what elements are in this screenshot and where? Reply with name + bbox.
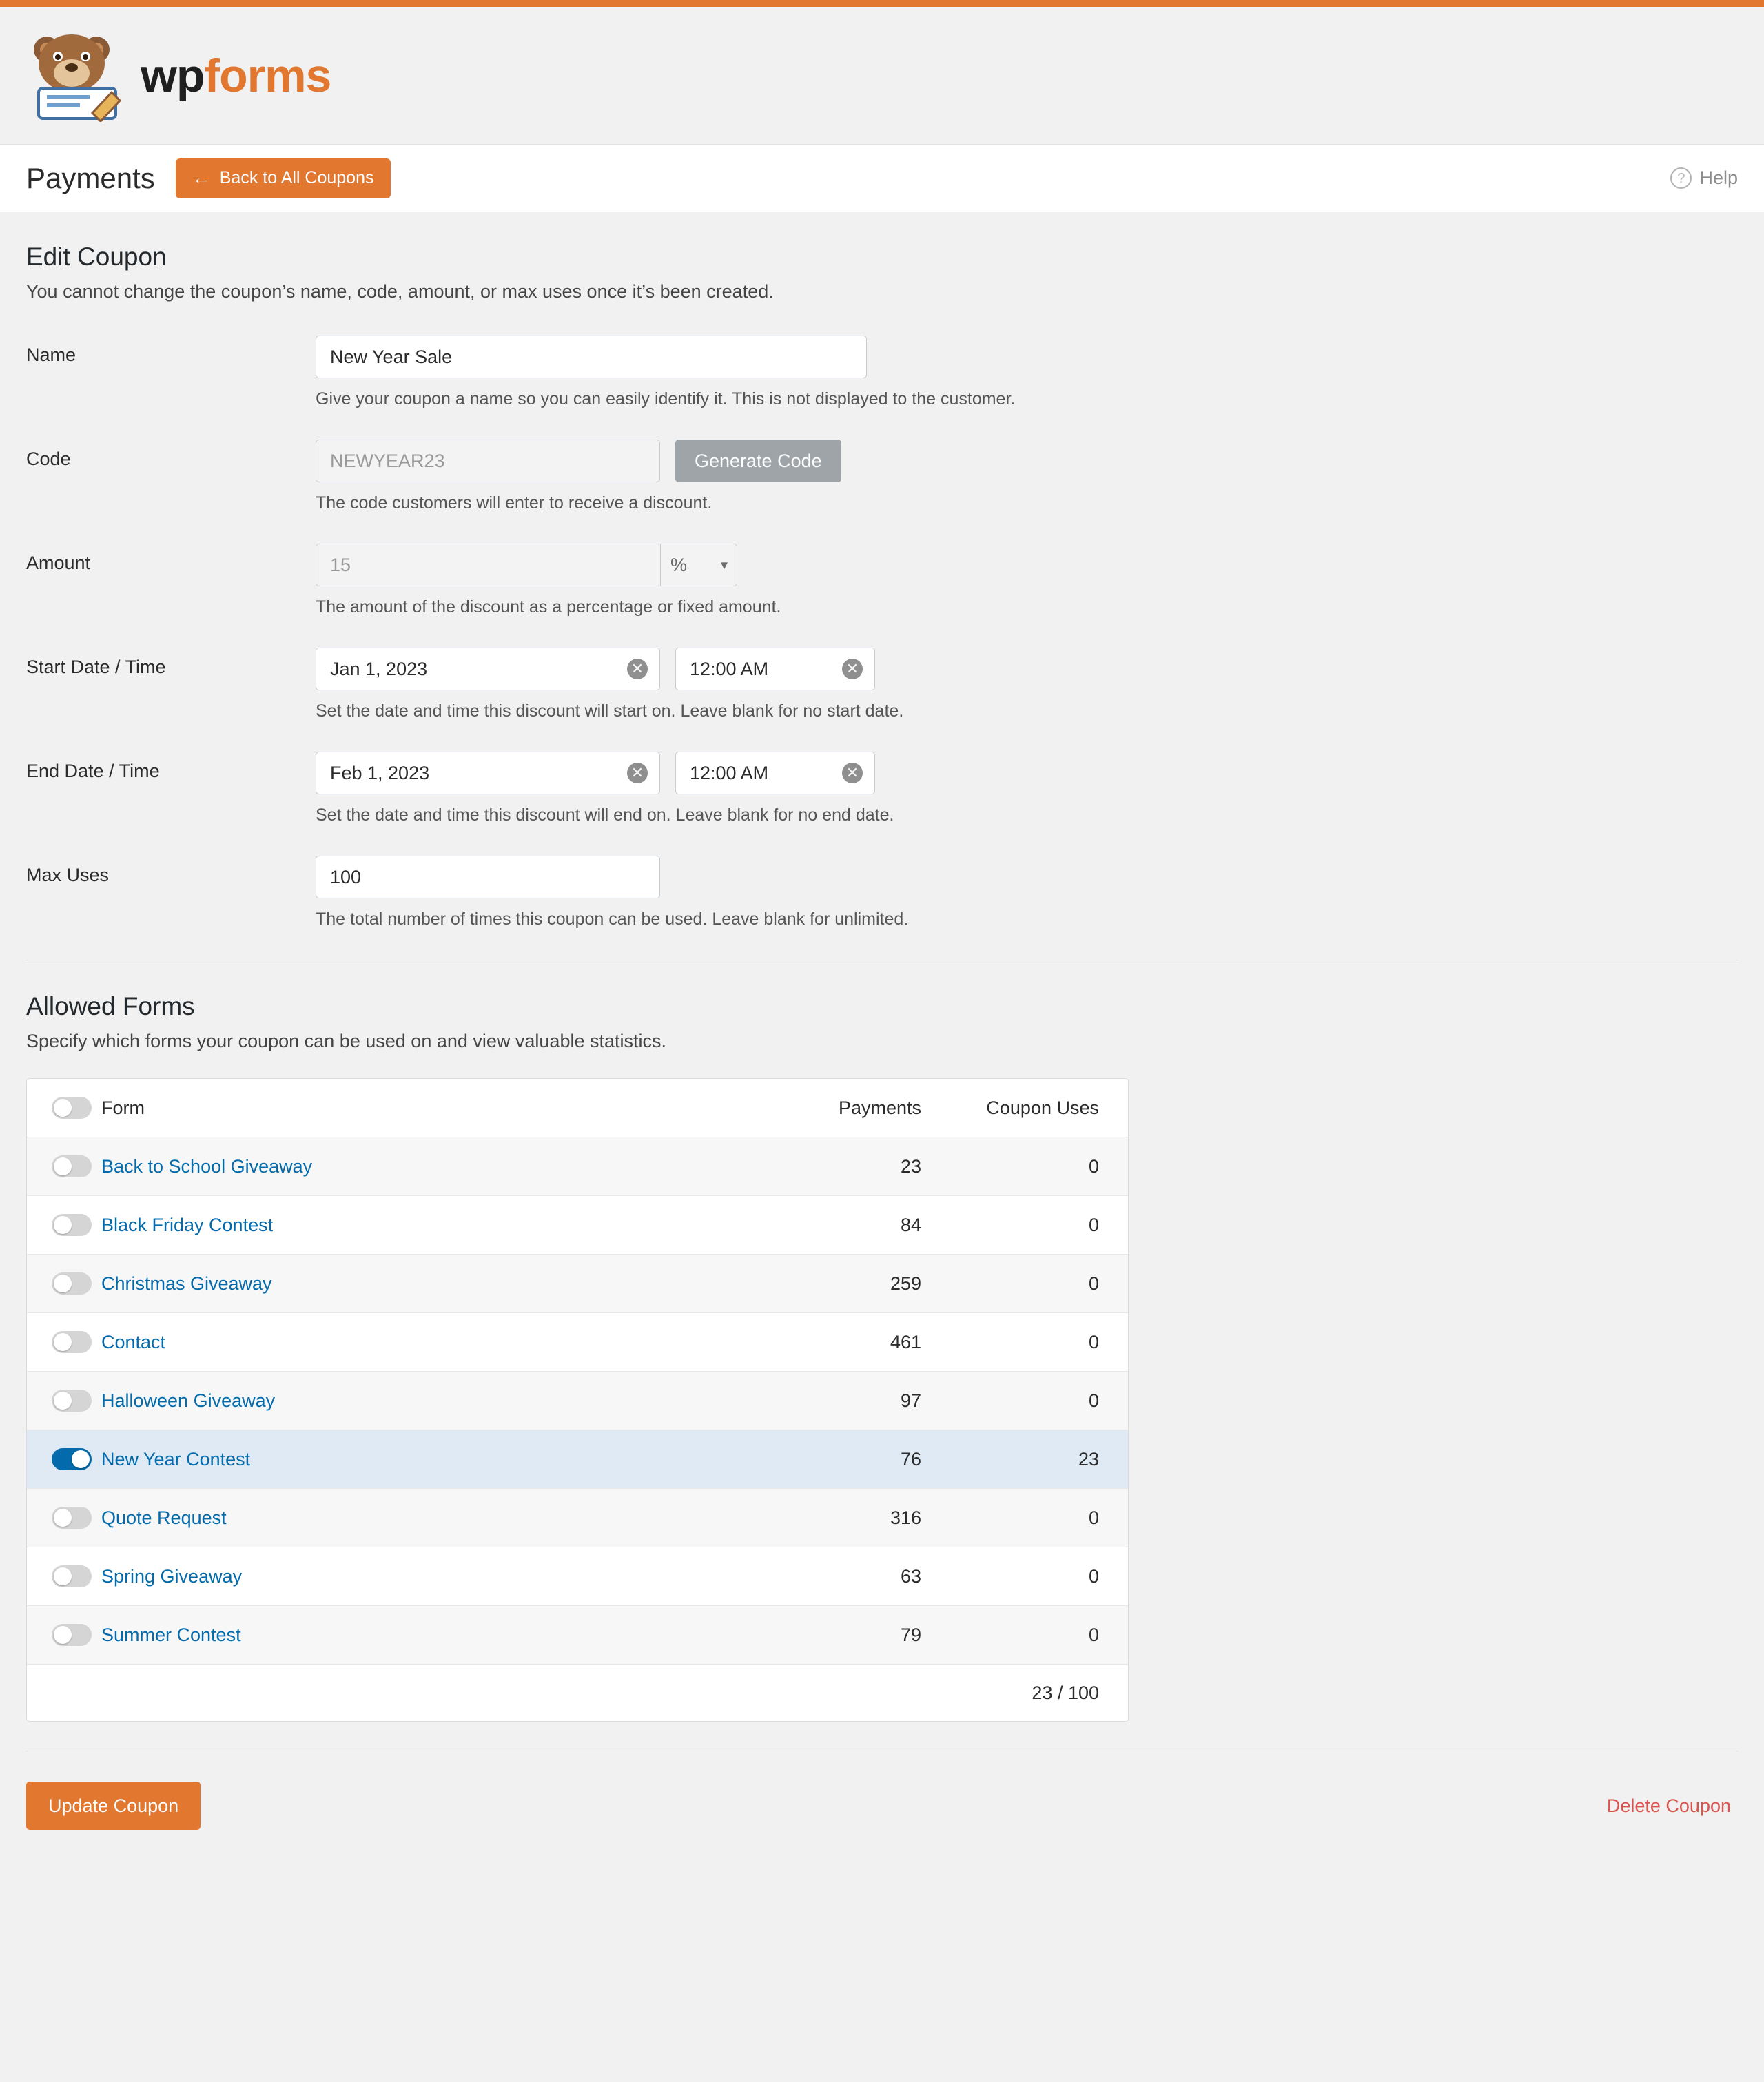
form-name-link[interactable]: Back to School Giveaway xyxy=(101,1155,313,1177)
row-toggle-cell xyxy=(27,1448,101,1470)
row-toggle[interactable] xyxy=(52,1507,92,1529)
toggle-knob xyxy=(54,1333,72,1351)
row-toggle-cell xyxy=(27,1390,101,1412)
row-toggle[interactable] xyxy=(52,1272,92,1295)
row-toggle[interactable] xyxy=(52,1390,92,1412)
table-row xyxy=(27,1196,1128,1255)
generate-code-button[interactable]: Generate Code xyxy=(675,440,841,482)
end-time-wrap xyxy=(675,752,875,794)
row-toggle-cell xyxy=(27,1331,101,1353)
field-inputs-start xyxy=(316,648,1738,690)
toggle-knob xyxy=(54,1157,72,1175)
back-button-label: Back to All Coupons xyxy=(219,168,374,187)
start-date-wrap xyxy=(316,648,660,690)
form-coupon-uses-value: 0 xyxy=(1088,1390,1099,1411)
question-circle-icon: ? xyxy=(1670,167,1692,189)
allowed-forms-description: Specify which forms your coupon can be used on and view valuable statistics. xyxy=(26,1031,666,1051)
form-coupon-uses-value: 0 xyxy=(1088,1214,1099,1235)
arrow-left-icon: ← xyxy=(192,167,211,188)
field-row-start xyxy=(26,648,1738,721)
table-row xyxy=(27,1489,1128,1547)
update-coupon-button[interactable]: Update Coupon xyxy=(26,1782,201,1830)
row-toggle-cell xyxy=(27,1155,101,1177)
form-payments-value: 76 xyxy=(900,1448,921,1470)
field-body-amount xyxy=(316,544,1738,617)
form-coupon-uses-value: 0 xyxy=(1088,1624,1099,1645)
back-to-all-coupons-button[interactable] xyxy=(176,158,391,198)
wordmark-wp: wp xyxy=(141,49,205,102)
column-header-payments: Payments xyxy=(838,1097,921,1118)
row-toggle[interactable] xyxy=(52,1565,92,1587)
help-code: The code customers will enter to receive a discount. xyxy=(316,493,712,513)
form-coupon-uses-value: 0 xyxy=(1088,1565,1099,1587)
toggle-knob xyxy=(54,1216,72,1234)
row-toggle[interactable] xyxy=(52,1624,92,1646)
table-row-selected xyxy=(27,1430,1128,1489)
coupon-name-input[interactable] xyxy=(316,336,867,378)
edit-coupon-title: Edit Coupon xyxy=(26,243,167,271)
form-name-link[interactable]: Contact xyxy=(101,1331,166,1352)
row-toggle[interactable] xyxy=(52,1331,92,1353)
column-header-form: Form xyxy=(101,1097,145,1118)
allowed-forms-title: Allowed Forms xyxy=(26,992,195,1020)
delete-coupon-link[interactable]: Delete Coupon xyxy=(1606,1795,1731,1816)
table-row xyxy=(27,1547,1128,1606)
toggle-knob xyxy=(54,1626,72,1644)
field-row-max-uses xyxy=(26,856,1738,929)
max-uses-input[interactable] xyxy=(316,856,660,898)
column-header-coupon-uses: Coupon Uses xyxy=(986,1097,1099,1118)
main-content xyxy=(0,212,1764,1871)
form-name-link[interactable]: New Year Contest xyxy=(101,1448,251,1470)
form-payments-value: 79 xyxy=(900,1624,921,1645)
form-payments-value: 259 xyxy=(890,1272,921,1294)
table-header-row xyxy=(27,1079,1128,1137)
end-date-input[interactable] xyxy=(316,752,660,794)
toggle-knob xyxy=(54,1275,72,1292)
form-payments-value: 84 xyxy=(900,1214,921,1235)
form-name-link[interactable]: Halloween Giveaway xyxy=(101,1390,276,1411)
toggle-all-forms[interactable] xyxy=(52,1097,92,1119)
page-header-bar xyxy=(0,145,1764,212)
field-inputs-end xyxy=(316,752,1738,794)
field-inputs-max-uses xyxy=(316,856,1738,898)
field-body-name xyxy=(316,336,1738,409)
field-inputs-name xyxy=(316,336,1738,378)
end-date-wrap xyxy=(316,752,660,794)
wpforms-bear-icon xyxy=(26,29,128,122)
label-amount: Amount xyxy=(26,553,91,573)
field-row-amount xyxy=(26,544,1738,617)
form-name-link[interactable]: Summer Contest xyxy=(101,1624,241,1645)
table-row xyxy=(27,1606,1128,1664)
help-max-uses: The total number of times this coupon can be used. Leave blank for unlimited. xyxy=(316,909,909,929)
chevron-down-icon: ▾ xyxy=(720,557,728,573)
form-payments-value: 461 xyxy=(890,1331,921,1352)
amount-unit-select[interactable] xyxy=(660,544,737,586)
coupon-amount-input[interactable] xyxy=(316,544,660,586)
toggle-knob xyxy=(54,1099,72,1117)
field-body-start xyxy=(316,648,1738,721)
field-inputs-code xyxy=(316,440,1738,482)
form-payments-value: 63 xyxy=(900,1565,921,1587)
row-toggle-cell xyxy=(27,1624,101,1646)
form-name-link[interactable]: Black Friday Contest xyxy=(101,1214,274,1235)
label-start: Start Date / Time xyxy=(26,657,166,677)
form-name-link[interactable]: Spring Giveaway xyxy=(101,1565,243,1587)
label-max-uses: Max Uses xyxy=(26,865,110,885)
field-inputs-amount xyxy=(316,544,1738,586)
row-toggle[interactable] xyxy=(52,1214,92,1236)
form-payments-value: 23 xyxy=(900,1155,921,1177)
label-end: End Date / Time xyxy=(26,761,160,781)
form-coupon-uses-value: 23 xyxy=(1078,1448,1099,1470)
clear-end-time-icon[interactable]: ✕ xyxy=(842,763,863,783)
label-code: Code xyxy=(26,449,71,469)
field-body-code xyxy=(316,440,1738,513)
wpforms-logo xyxy=(26,29,331,122)
row-toggle-cell xyxy=(27,1214,101,1236)
header-toggle-cell xyxy=(27,1097,101,1119)
clear-start-time-icon[interactable]: ✕ xyxy=(842,659,863,679)
table-row xyxy=(27,1137,1128,1196)
table-row xyxy=(27,1255,1128,1313)
form-coupon-uses-value: 0 xyxy=(1088,1155,1099,1177)
field-body-max-uses xyxy=(316,856,1738,929)
label-name: Name xyxy=(26,344,76,365)
form-payments-value: 97 xyxy=(900,1390,921,1411)
row-toggle-cell xyxy=(27,1507,101,1529)
clear-start-date-icon[interactable]: ✕ xyxy=(627,659,648,679)
top-accent-bar xyxy=(0,0,1764,7)
footer-action-bar xyxy=(26,1751,1738,1871)
table-row xyxy=(27,1313,1128,1372)
allowed-forms-table xyxy=(26,1078,1129,1722)
help-name: Give your coupon a name so you can easily identify it. This is not displayed to the customer. xyxy=(316,389,1016,409)
row-toggle-cell xyxy=(27,1565,101,1587)
start-time-wrap xyxy=(675,648,875,690)
wordmark-forms: forms xyxy=(204,49,331,102)
row-toggle[interactable] xyxy=(52,1155,92,1177)
help-amount: The amount of the discount as a percentage or fixed amount. xyxy=(316,597,781,617)
coupon-code-input[interactable] xyxy=(316,440,660,482)
toggle-knob xyxy=(54,1392,72,1410)
amount-unit-select-wrap xyxy=(660,544,737,586)
help-link[interactable] xyxy=(1670,167,1738,189)
wpforms-wordmark xyxy=(141,49,331,103)
form-name-link[interactable]: Christmas Giveaway xyxy=(101,1272,272,1294)
field-row-code xyxy=(26,440,1738,513)
toggle-knob xyxy=(72,1450,90,1468)
field-row-end xyxy=(26,752,1738,825)
start-date-input[interactable] xyxy=(316,648,660,690)
form-coupon-uses-value: 0 xyxy=(1088,1507,1099,1528)
form-coupon-uses-value: 0 xyxy=(1088,1272,1099,1294)
field-body-end xyxy=(316,752,1738,825)
amount-input-group xyxy=(316,544,737,586)
edit-coupon-description: You cannot change the coupon’s name, code, amount, or max uses once it’s been created. xyxy=(26,281,774,302)
page-title: Payments xyxy=(26,161,155,194)
toggle-knob xyxy=(54,1567,72,1585)
logo-header xyxy=(0,7,1764,145)
form-coupon-uses-value: 0 xyxy=(1088,1331,1099,1352)
table-row xyxy=(27,1372,1128,1430)
coupon-uses-total: 23 / 100 xyxy=(1032,1682,1099,1703)
table-footer-total xyxy=(27,1664,1128,1721)
field-row-name xyxy=(26,336,1738,409)
help-start: Set the date and time this discount will start on. Leave blank for no start date. xyxy=(316,701,904,721)
row-toggle[interactable] xyxy=(52,1448,92,1470)
clear-end-date-icon[interactable]: ✕ xyxy=(627,763,648,783)
help-label: Help xyxy=(1699,167,1738,188)
form-payments-value: 316 xyxy=(890,1507,921,1528)
help-end: Set the date and time this discount will end on. Leave blank for no end date. xyxy=(316,805,894,825)
toggle-knob xyxy=(54,1509,72,1527)
row-toggle-cell xyxy=(27,1272,101,1295)
form-name-link[interactable]: Quote Request xyxy=(101,1507,227,1528)
